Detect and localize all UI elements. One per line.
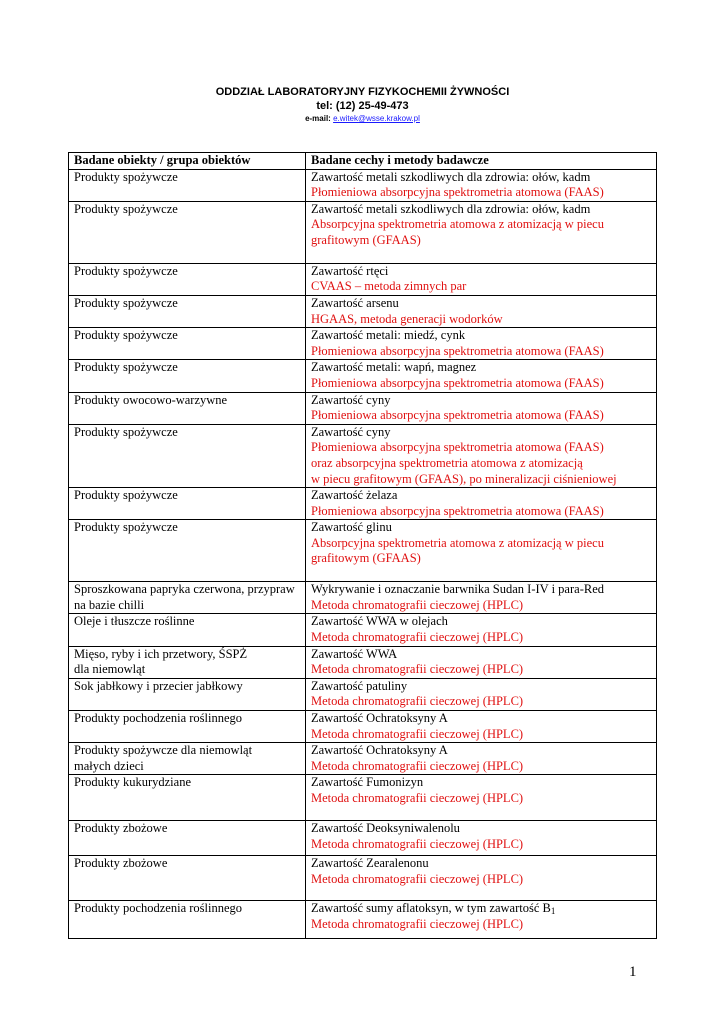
table-row <box>69 360 657 392</box>
object-line: dla niemowląt <box>74 662 146 677</box>
feature-method-cell <box>306 488 657 520</box>
table-row <box>69 711 657 743</box>
method-text: Metoda chromatografii cieczowej (HPLC) <box>311 630 524 645</box>
object-line: Produkty spożywcze <box>74 360 178 375</box>
method-text: Płomieniowa absorpcyjna spektrometria atomowa (FAAS) <box>311 503 604 518</box>
object-cell <box>69 743 306 775</box>
method-text: HGAAS, metoda generacji wodorków <box>311 311 503 326</box>
page-number: 1 <box>629 964 637 980</box>
email-link[interactable]: e.witek@wsse.krakow.pl <box>333 114 420 123</box>
feature-method-cell <box>306 295 657 327</box>
method-text: w piecu grafitowym (GFAAS), po mineralizacji ciśnieniowej <box>311 471 617 486</box>
feature-label: Zawartość żelaza <box>311 488 398 503</box>
method-text: Płomieniowa absorpcyjna spektrometria atomowa (FAAS) <box>311 440 604 455</box>
feature-label: Zawartość Fumonizyn <box>311 775 424 790</box>
lab-phone: tel: (12) 25-49-473 <box>316 100 409 112</box>
feature-method-cell <box>306 392 657 424</box>
object-line: Produkty zbożowe <box>74 821 168 836</box>
col1-header: Badane obiekty / grupa obiektów <box>69 153 306 170</box>
feature-label: Zawartość metali: wapń, magnez <box>311 360 477 375</box>
object-line: Produkty spożywcze <box>74 520 178 535</box>
feature-text <box>311 360 656 376</box>
table-row <box>69 328 657 360</box>
feature-text <box>311 425 656 441</box>
table-row <box>69 424 657 487</box>
feature-text <box>311 170 656 186</box>
feature-method-cell <box>306 646 657 678</box>
table-row <box>69 646 657 678</box>
feature-method-cell <box>306 263 657 295</box>
feature-method-cell <box>306 201 657 263</box>
feature-method-cell <box>306 743 657 775</box>
object-cell <box>69 520 306 582</box>
object-line: Oleje i tłuszcze roślinne <box>74 614 195 629</box>
table-row <box>69 775 657 821</box>
object-cell <box>69 295 306 327</box>
object-line: małych dzieci <box>74 758 144 773</box>
feature-label: Zawartość metali szkodliwych dla zdrowia: ołów, kadm <box>311 201 591 216</box>
object-cell <box>69 488 306 520</box>
object-cell <box>69 263 306 295</box>
method-text: CVAAS – metoda zimnych par <box>311 279 467 294</box>
method-text: Metoda chromatografii cieczowej (HPLC) <box>311 694 524 709</box>
method-text: Płomieniowa absorpcyjna spektrometria atomowa (FAAS) <box>311 343 604 358</box>
feature-label: Zawartość Ochratoksyny A <box>311 711 448 726</box>
method-text: Metoda chromatografii cieczowej (HPLC) <box>311 791 524 805</box>
table-row <box>69 263 657 295</box>
object-cell <box>69 424 306 487</box>
table-body <box>69 169 657 939</box>
feature-method-cell <box>306 678 657 710</box>
feature-label: Zawartość Ochratoksyny A <box>311 743 448 758</box>
method-text: Płomieniowa absorpcyjna spektrometria atomowa (FAAS) <box>311 375 604 390</box>
table-row <box>69 520 657 582</box>
table-row <box>69 295 657 327</box>
object-cell <box>69 775 306 821</box>
feature-label: Zawartość rtęci <box>311 263 389 278</box>
method-text: grafitowym (GFAAS) <box>311 551 421 566</box>
object-cell <box>69 678 306 710</box>
table-row <box>69 821 657 856</box>
table-row <box>69 614 657 646</box>
method-text: Metoda chromatografii cieczowej (HPLC) <box>311 872 524 886</box>
col2-header: Badane cechy i metody badawcze <box>306 153 657 170</box>
document-header <box>0 86 725 124</box>
feature-label: Wykrywanie i oznaczanie barwnika Sudan I-IV i para-Red <box>311 582 604 597</box>
object-line: Produkty pochodzenia roślinnego <box>74 901 243 916</box>
feature-text <box>311 582 656 598</box>
feature-method-cell <box>306 614 657 646</box>
method-text: Płomieniowa absorpcyjna spektrometria atomowa (FAAS) <box>311 185 604 200</box>
object-cell <box>69 392 306 424</box>
feature-text <box>311 264 656 280</box>
lab-title: ODDZIAŁ LABORATORYJNY FIZYKOCHEMII ŻYWNOŚCI <box>215 86 510 98</box>
feature-label: Zawartość patuliny <box>311 678 408 693</box>
object-cell <box>69 901 306 939</box>
feature-subscript: 1 <box>550 906 556 917</box>
feature-text <box>311 202 656 218</box>
object-cell <box>69 614 306 646</box>
feature-label: Zawartość metali szkodliwych dla zdrowia: ołów, kadm <box>311 169 591 184</box>
object-line: Sok jabłkowy i przecier jabłkowy <box>74 678 243 693</box>
object-line: Produkty spożywcze <box>74 488 178 503</box>
object-cell <box>69 711 306 743</box>
feature-method-cell <box>306 424 657 487</box>
object-line: Produkty spożywcze dla niemowląt <box>74 743 253 758</box>
method-text: Absorpcyjna spektrometria atomowa z atomizacją w piecu <box>311 535 604 550</box>
method-text: Metoda chromatografii cieczowej (HPLC) <box>311 726 524 741</box>
feature-method-cell <box>306 360 657 392</box>
method-text: Absorpcyjna spektrometria atomowa z atomizacją w piecu <box>311 217 604 232</box>
feature-method-cell <box>306 775 657 821</box>
table-row <box>69 678 657 710</box>
feature-method-cell <box>306 711 657 743</box>
methods-table <box>68 152 657 939</box>
object-line: Produkty owocowo-warzywne <box>74 392 228 407</box>
table-row <box>69 743 657 775</box>
feature-text <box>311 328 656 344</box>
object-line: Produkty spożywcze <box>74 295 178 310</box>
object-line: Produkty spożywcze <box>74 263 178 278</box>
feature-method-cell <box>306 520 657 582</box>
object-cell <box>69 646 306 678</box>
table-row <box>69 201 657 263</box>
feature-text <box>311 821 656 837</box>
table-row <box>69 856 657 901</box>
feature-text <box>311 296 656 312</box>
feature-label: Zawartość WWA w olejach <box>311 614 448 629</box>
table-row <box>69 392 657 424</box>
object-cell <box>69 582 306 614</box>
object-line: Produkty pochodzenia roślinnego <box>74 711 243 726</box>
method-text: Metoda chromatografii cieczowej (HPLC) <box>311 917 524 931</box>
table-row <box>69 582 657 614</box>
feature-text <box>311 393 656 409</box>
feature-label: Zawartość metali: miedź, cynk <box>311 328 466 343</box>
feature-text <box>311 775 656 791</box>
feature-text <box>311 679 656 695</box>
object-line: Produkty spożywcze <box>74 424 178 439</box>
method-text: grafitowym (GFAAS) <box>311 232 421 247</box>
method-text: Metoda chromatografii cieczowej (HPLC) <box>311 758 524 773</box>
object-line: Sproszkowana papryka czerwona, przypraw <box>74 582 295 597</box>
feature-label: Zawartość Zearalenonu <box>311 856 429 871</box>
method-text: Metoda chromatografii cieczowej (HPLC) <box>311 597 524 612</box>
method-text: oraz absorpcyjna spektrometria atomowa z atomizacją <box>311 455 583 470</box>
feature-text <box>311 743 656 759</box>
table-row <box>69 488 657 520</box>
object-cell <box>69 328 306 360</box>
method-text: Metoda chromatografii cieczowej (HPLC) <box>311 662 524 677</box>
feature-label: Zawartość glinu <box>311 520 392 535</box>
feature-label: Zawartość Deoksyniwalenolu <box>311 821 460 836</box>
feature-label: Zawartość cyny <box>311 392 391 407</box>
feature-text <box>311 614 656 630</box>
feature-method-cell <box>306 901 657 939</box>
feature-method-cell <box>306 856 657 901</box>
feature-label: Zawartość arsenu <box>311 295 399 310</box>
lab-email-line <box>0 114 725 124</box>
object-line: Mięso, ryby i ich przetwory, ŚSPŻ <box>74 646 248 661</box>
object-line: Produkty spożywcze <box>74 328 178 343</box>
feature-text <box>311 488 656 504</box>
table-header-row <box>69 153 657 170</box>
object-cell <box>69 201 306 263</box>
method-text: Płomieniowa absorpcyjna spektrometria atomowa (FAAS) <box>311 408 604 423</box>
object-cell <box>69 856 306 901</box>
table-row <box>69 901 657 939</box>
feature-method-cell <box>306 582 657 614</box>
feature-method-cell <box>306 169 657 201</box>
object-cell <box>69 360 306 392</box>
object-line: Produkty spożywcze <box>74 169 178 184</box>
feature-text <box>311 647 656 663</box>
object-cell <box>69 169 306 201</box>
object-cell <box>69 821 306 856</box>
feature-label: Zawartość cyny <box>311 424 391 439</box>
object-line: Produkty zbożowe <box>74 856 168 871</box>
feature-text <box>311 520 656 536</box>
object-line: na bazie chilli <box>74 597 145 612</box>
feature-label: Zawartość sumy aflatoksyn, w tym zawartość B <box>311 901 551 916</box>
feature-text <box>311 711 656 727</box>
table-row <box>69 169 657 201</box>
feature-text <box>311 901 656 917</box>
email-label: e-mail: <box>305 114 331 123</box>
feature-method-cell <box>306 821 657 856</box>
object-line: Produkty spożywcze <box>74 201 178 216</box>
method-text: Metoda chromatografii cieczowej (HPLC) <box>311 837 524 851</box>
feature-method-cell <box>306 328 657 360</box>
feature-label: Zawartość WWA <box>311 646 398 661</box>
object-line: Produkty kukurydziane <box>74 775 191 790</box>
feature-text <box>311 856 656 872</box>
